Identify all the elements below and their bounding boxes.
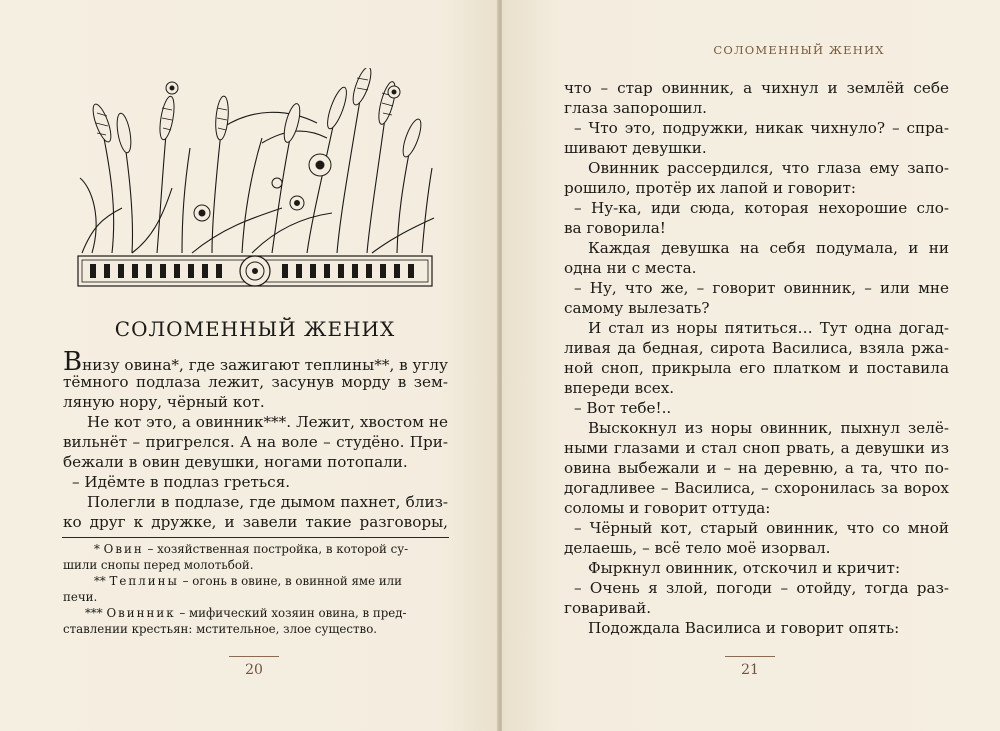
wheat-cornflower-illustration <box>72 68 438 298</box>
body-line: что – стар овинник, а чихнул и землёй себе <box>564 79 949 97</box>
body-line: Овинник рассердился, что глаза ему запо- <box>588 159 949 177</box>
footnote-3-cont: ставлении крестьян: мстительное, злое существо. <box>63 622 378 636</box>
footnote-1-cont: шили снопы перед молотьбой. <box>63 558 254 572</box>
body-line: Не кот это, а овинник***. Лежит, хвостом не <box>87 413 448 431</box>
left-page <box>0 0 498 731</box>
body-line: глаза запорошил. <box>564 99 708 117</box>
body-line: И стал из норы пятиться… Тут одна догад- <box>588 319 949 337</box>
footnote-2-cont: печи. <box>63 590 98 604</box>
drop-cap: В <box>63 347 83 377</box>
body-line: ной сноп, прикрыла его платком и поставила <box>564 359 949 377</box>
body-line: – Вот тебе!.. <box>574 399 672 417</box>
footnote-term: Теплины <box>109 574 179 588</box>
body-line: самому вылезать? <box>564 299 710 317</box>
body-line: – Чёрный кот, старый овинник, что со мной <box>574 519 949 537</box>
body-line: соломы и говорит оттуда: <box>564 499 771 517</box>
page-number: 20 <box>245 662 263 678</box>
page-number: 21 <box>741 662 759 678</box>
body-line: тёмного подлаза лежит, засунув морду в зем- <box>63 373 448 391</box>
footnote-term: Овин <box>103 542 144 556</box>
body-line: овина выбежали и – на деревню, а та, что по- <box>564 459 949 477</box>
body-line: Каждая девушка на себя подумала, и ни <box>588 239 949 257</box>
body-line: – Очень я злой, погоди – отойду, тогда раз- <box>574 579 949 597</box>
body-line: – Ну, что же, – говорит овинник, – или мне <box>574 279 949 297</box>
body-line: Выскокнул из норы овинник, пыхнул зелё- <box>588 419 949 437</box>
chapter-title: СОЛОМЕННЫЙ ЖЕНИХ <box>114 317 396 341</box>
body-line: ляную нору, чёрный кот. <box>63 393 265 411</box>
body-line: Фыркнул овинник, отскочил и кричит: <box>588 559 901 577</box>
body-line: – Ну-ка, иди сюда, которая нехорошие сло- <box>574 199 949 217</box>
body-line: впереди всех. <box>564 379 675 397</box>
running-head: СОЛОМЕННЫЙ ЖЕНИХ <box>713 43 885 57</box>
body-line: ливая да бедная, сирота Василиса, взяла ржа- <box>564 339 949 357</box>
body-line-text: низу овина*, где зажигают теплины**, в углу <box>82 356 448 374</box>
body-line: делаешь, – всё тело моё изорвал. <box>564 539 831 557</box>
body-line: вильнёт – пригрелся. А на воле – студёно. При- <box>63 433 448 451</box>
body-line: шивают девушки. <box>564 139 707 157</box>
body-line: ва говорила! <box>564 219 666 237</box>
body-line: бежали в овин девушки, ногами потопали. <box>63 453 408 471</box>
footnote-2: ** Теплины – огонь в овине, в овинной яме или <box>94 574 403 588</box>
body-line: Подождала Василиса и говорит опять: <box>588 619 900 637</box>
footnote-divider <box>62 537 449 538</box>
page-number-rule <box>229 656 279 657</box>
right-page <box>502 0 1000 731</box>
body-line: Полегли в подлазе, где дымом пахнет, близ- <box>87 493 448 511</box>
page-number-rule <box>725 656 775 657</box>
body-line: рошило, протёр их лапой и говорит: <box>564 179 857 197</box>
body-line: – Идёмте в подлаз греться. <box>72 473 291 491</box>
body-line: ными глазами и стал сноп рвать, а девушки из <box>564 439 949 457</box>
body-line: одна ни с места. <box>564 259 697 277</box>
footnote-1: * Овин – хозяйственная постройка, в которой су- <box>94 542 409 556</box>
body-line: ко друг к дружке, и завели такие разговоры, <box>63 513 448 531</box>
body-line: – Что это, подружки, никак чихнуло? – спра- <box>574 119 949 137</box>
body-line: говаривай. <box>564 599 652 617</box>
body-line: догадливее – Василиса, – схоронилась за ворох <box>564 479 949 497</box>
footnote-term: Овинник <box>106 606 176 620</box>
footnote-3: *** Овинник – мифический хозяин овина, в пред- <box>85 606 407 620</box>
